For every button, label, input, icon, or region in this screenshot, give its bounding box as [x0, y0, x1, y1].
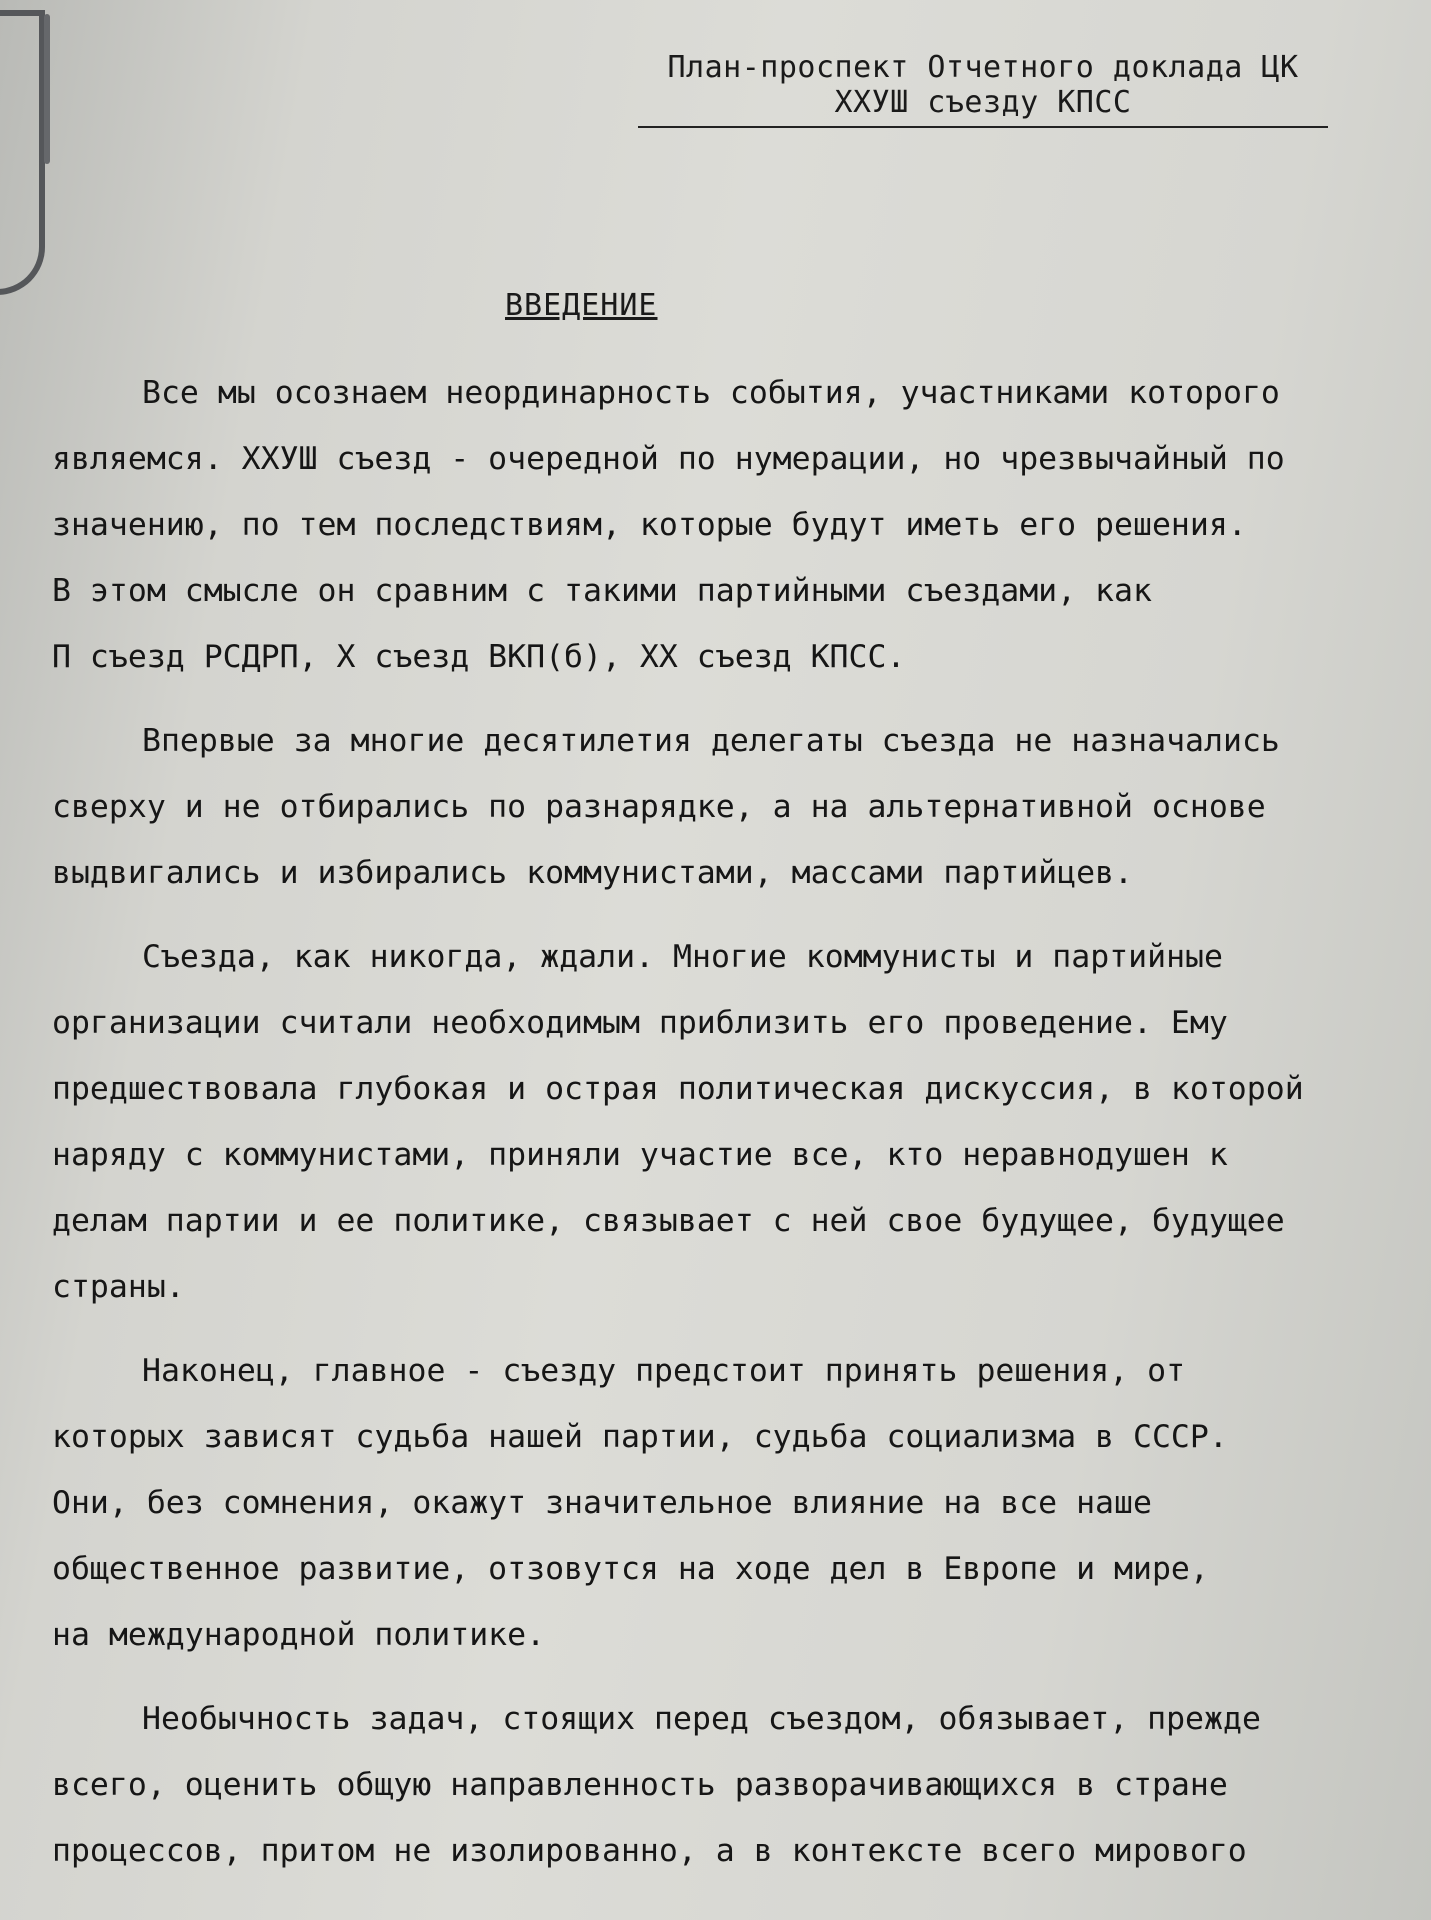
- text-line: В этом смысле он сравним с такими партийными съездами, как: [52, 573, 1152, 609]
- text-line: наряду с коммунистами, приняли участие все, кто неравнодушен к: [52, 1137, 1228, 1173]
- text-line: Наконец, главное - съезду предстоит принять решения, от: [142, 1353, 1186, 1389]
- text-line: всего, оценить общую направленность разворачивающихся в стране: [52, 1767, 1228, 1803]
- text-line: Съезда, как никогда, ждали. Многие коммунисты и партийные: [142, 939, 1223, 975]
- paragraph: [52, 924, 1422, 1320]
- text-line: процессов, притом не изолированно, а в контексте всего мирового: [52, 1833, 1247, 1869]
- paragraph: [52, 1338, 1422, 1668]
- text-line: Необычность задач, стоящих перед съездом, обязывает, прежде: [142, 1701, 1261, 1737]
- paragraph: [52, 360, 1422, 690]
- text-line: сверху и не отбирались по разнарядке, а на альтернативной основе: [52, 789, 1266, 825]
- text-line: на международной политике.: [52, 1617, 546, 1653]
- paper-clip-icon: [0, 10, 45, 295]
- text-line: общественное развитие, отзовутся на ходе дел в Европе и мире,: [52, 1551, 1209, 1587]
- paragraph: [52, 708, 1422, 906]
- text-line: организации считали необходимым приблизить его проведение. Ему: [52, 1005, 1228, 1041]
- text-line: Впервые за многие десятилетия делегаты съезда не назначались: [142, 723, 1280, 759]
- text-line: П съезд РСДРП, Х съезд ВКП(б), ХХ съезд КПСС.: [52, 639, 906, 675]
- section-title: ВВЕДЕНИЕ: [505, 288, 658, 323]
- text-line: предшествовала глубокая и острая политическая дискуссия, в которой: [52, 1071, 1304, 1107]
- header-title-line2: ХХУШ съезду КПСС: [638, 85, 1328, 128]
- text-line: Все мы осознаем неординарность события, участниками которого: [142, 375, 1280, 411]
- text-line: Они, без сомнения, окажут значительное влияние на все наше: [52, 1485, 1152, 1521]
- paper-clip-wire: [44, 14, 50, 164]
- document-header: [638, 50, 1328, 128]
- paragraph: [52, 1686, 1422, 1884]
- text-line: выдвигались и избирались коммунистами, массами партийцев.: [52, 855, 1133, 891]
- text-line: которых зависят судьба нашей партии, судьба социализма в СССР.: [52, 1419, 1228, 1455]
- text-line: значению, по тем последствиям, которые будут иметь его решения.: [52, 507, 1247, 543]
- text-line: делам партии и ее политике, связывает с ней свое будущее, будущее: [52, 1203, 1285, 1239]
- header-title-line1: План-проспект Отчетного доклада ЦК: [667, 50, 1299, 85]
- text-line: страны.: [52, 1269, 185, 1305]
- text-line: являемся. ХХУШ съезд - очередной по нумерации, но чрезвычайный по: [52, 441, 1285, 477]
- document-body: [52, 360, 1422, 1884]
